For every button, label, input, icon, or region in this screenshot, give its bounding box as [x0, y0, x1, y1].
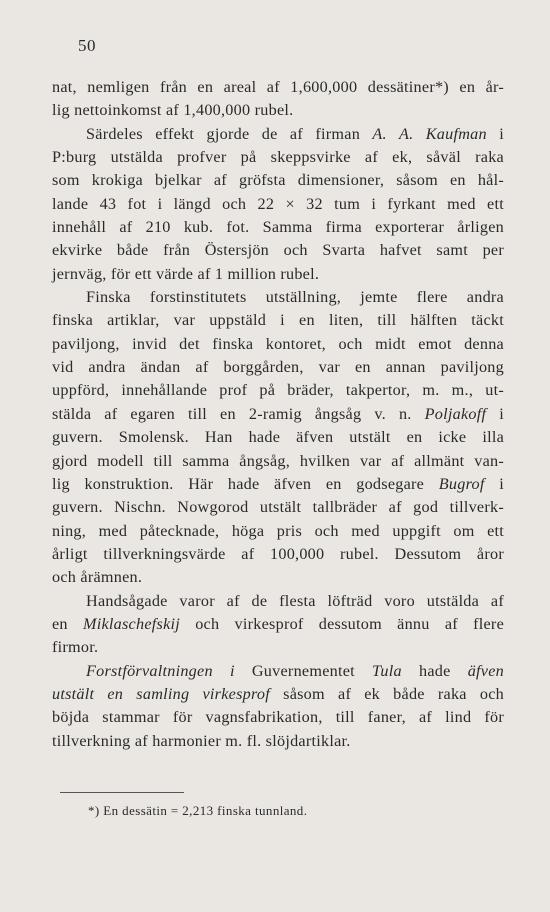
italic-text: A. A. Kaufman — [372, 124, 487, 143]
text-span: såsom af ek både raka och — [270, 684, 504, 703]
italic-text: Miklaschefskij — [83, 614, 180, 633]
text-span — [213, 662, 230, 680]
text-span: Handsågade varor af de flesta löfträd voro utstälda af — [86, 591, 504, 610]
text-span: lig konstruktion. Här hade äfven en godsegare — [52, 474, 439, 493]
text-line — [52, 193, 504, 216]
italic-text: i — [229, 661, 235, 680]
text-line — [52, 566, 504, 589]
text-line — [52, 356, 504, 379]
text-line — [52, 76, 504, 99]
text-line — [52, 590, 504, 613]
body-text — [52, 76, 504, 753]
text-line — [52, 683, 504, 706]
text-line — [52, 473, 504, 496]
text-span: en — [52, 614, 83, 633]
text-span: nat, nemligen från en areal af 1,600,000 dessätiner*) en år- — [52, 78, 504, 96]
text-span: finska artiklar, var uppstäld i en liten, till hälften täckt — [52, 311, 504, 330]
italic-text: Bugrof — [438, 474, 485, 493]
text-span: ning, med påtecknade, höga pris och med uppgift om ett — [52, 521, 504, 540]
text-span: lande 43 fot i längd och 22 × 32 tum i fyrkant med ett — [52, 194, 504, 213]
text-line — [52, 543, 504, 566]
text-span: årligt tillverkningsvärde af 100,000 rubel. Dessutom åror — [52, 544, 504, 563]
text-span: guvern. Smolensk. Han hade äfven utstält en icke illa — [52, 428, 504, 447]
text-line — [52, 239, 504, 262]
text-line — [52, 706, 504, 729]
text-line — [52, 123, 504, 146]
text-line — [52, 450, 504, 473]
text-span: som krokiga bjelkar af gröfsta dimensioner, såsom en hål- — [52, 171, 504, 190]
text-span: guvern. Nischn. Nowgorod utstält tallbräder af god tillverk- — [52, 498, 504, 517]
text-span: och virkesprof dessutom ännu af flere — [180, 614, 505, 633]
text-span: Särdeles effekt gjorde de af firman — [86, 124, 373, 143]
footnote: *) En dessätin = 2,213 finska tunnland. — [88, 803, 308, 818]
text-span: lig nettoinkomst af 1,400,000 rubel. — [52, 101, 294, 120]
italic-text: Poljakoff — [424, 404, 487, 423]
text-line — [52, 169, 504, 192]
text-span: vid andra ändan af borggården, var en annan paviljong — [52, 358, 504, 377]
text-line — [52, 309, 504, 332]
italic-text: utstält en samling virkesprof — [52, 684, 270, 703]
text-span: P:burg utstälda profver på skeppsvirke af ek, såväl raka — [52, 148, 504, 167]
text-line — [52, 403, 504, 426]
text-span: stälda af egaren till en 2-ramig ångsåg v. n. — [52, 404, 425, 423]
text-span: hade — [401, 661, 468, 680]
footnote-divider — [60, 792, 184, 793]
text-span: firmor. — [52, 638, 99, 657]
text-line — [52, 730, 504, 753]
text-span: ekvirke både från Östersjön och Svarta hafvet samt per — [52, 241, 504, 260]
text-line — [52, 146, 504, 169]
text-span: gjord modell till samma ångsåg, hvilken var af allmänt van- — [52, 451, 504, 470]
text-span: i — [486, 124, 505, 143]
text-line — [52, 660, 504, 683]
text-line — [52, 333, 504, 356]
text-span: i — [486, 404, 505, 423]
text-span: Guvernementet — [234, 661, 373, 680]
text-line — [52, 216, 504, 239]
text-span: jernväg, för ett värde af 1 million rubel. — [52, 264, 320, 283]
text-span: innehåll af 210 kub. fot. Samma firma exporterar årligen — [52, 218, 504, 237]
text-span: paviljong, invid det finska kontoret, och midt emot denna — [52, 334, 504, 353]
text-line — [52, 286, 504, 309]
text-span: i — [484, 474, 504, 493]
text-line — [52, 520, 504, 543]
text-line — [52, 496, 504, 519]
page-number: 50 — [78, 36, 96, 55]
text-line — [52, 636, 504, 659]
text-line — [52, 426, 504, 449]
text-line — [52, 613, 504, 636]
italic-text: Forstförvaltningen — [86, 661, 213, 680]
text-line — [52, 263, 504, 286]
italic-text: äfven — [467, 661, 505, 680]
text-line — [52, 99, 504, 122]
text-span: och årämnen. — [52, 568, 143, 587]
text-span: böjda stammar för vagnsfabrikation, till faner, af lind för — [52, 708, 504, 727]
text-span: Finska forstinstitutets utställning, jemte flere andra — [86, 288, 504, 307]
text-line — [52, 379, 504, 402]
italic-text: Tula — [372, 661, 402, 680]
text-span: tillverkning af harmonier m. fl. slöjdartiklar. — [52, 731, 351, 750]
text-span: uppförd, innehållande prof på bräder, takpertor, m. m., ut- — [52, 381, 504, 400]
